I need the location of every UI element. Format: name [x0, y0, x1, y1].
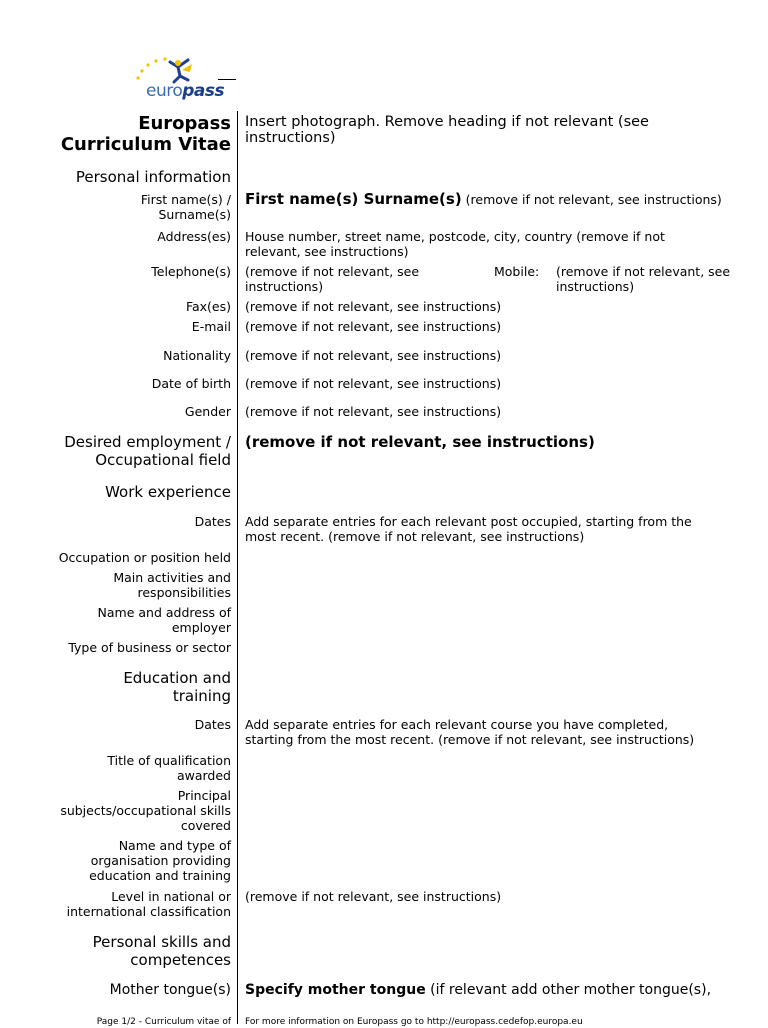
- desired-employment-heading: Desired employment / Occupational field: [64, 433, 231, 469]
- work-dates-value: Add separate entries for each relevant post occupied, starting from the most recent. (remove if not relevant, see instructions): [245, 514, 692, 544]
- mobile-label: Mobile:: [494, 264, 540, 279]
- footer-more-info: For more information on Europass go to http://europass.cedefop.europa.eu: [245, 1017, 583, 1027]
- logo-rule: [218, 79, 236, 80]
- employer-label: Name and address of employer: [97, 605, 231, 635]
- education-dates-label: Dates: [194, 717, 231, 732]
- personal-skills-heading: Personal skills and competences: [92, 933, 231, 969]
- qualification-label: Title of qualification awarded: [107, 753, 231, 783]
- name-label: First name(s) / Surname(s): [140, 192, 231, 222]
- nationality-value: (remove if not relevant, see instructions): [245, 348, 502, 363]
- organisation-label: Name and type of organisation providing education and training: [89, 838, 231, 883]
- mother-tongue-label: Mother tongue(s): [109, 982, 231, 998]
- photo-note: Insert photograph. Remove heading if not relevant (see instructions): [245, 114, 649, 146]
- business-sector-label: Type of business or sector: [68, 640, 231, 655]
- education-dates-value: Add separate entries for each relevant course you have completed, starting from the most recent. (remove if not relevant, see instructions): [245, 717, 695, 747]
- level-label: Level in national or international classification: [66, 889, 231, 919]
- column-divider: [237, 111, 238, 1024]
- fax-value: (remove if not relevant, see instructions): [245, 299, 502, 314]
- desired-employment-value: (remove if not relevant, see instructions): [245, 433, 595, 451]
- address-label: Address(es): [157, 229, 231, 244]
- date-of-birth-value: (remove if not relevant, see instructions): [245, 376, 502, 391]
- work-dates-label: Dates: [194, 514, 231, 529]
- name-value: First name(s) Surname(s) (remove if not relevant, see instructions): [245, 190, 722, 208]
- personal-information-heading: Personal information: [75, 168, 231, 186]
- level-value: (remove if not relevant, see instructions): [245, 889, 502, 904]
- email-value: (remove if not relevant, see instructions): [245, 319, 502, 334]
- europass-logo: [130, 52, 240, 108]
- date-of-birth-label: Date of birth: [151, 376, 231, 391]
- occupation-label: Occupation or position held: [58, 550, 231, 565]
- work-experience-heading: Work experience: [105, 483, 231, 501]
- nationality-label: Nationality: [163, 348, 231, 363]
- footer-page-info: Page 1/2 - Curriculum vitae of: [96, 1017, 231, 1027]
- cv-title: Europass Curriculum Vitae: [60, 113, 231, 155]
- mobile-value: (remove if not relevant, see instructions): [556, 264, 731, 294]
- mother-tongue-value: Specify mother tongue (if relevant add other mother tongue(s),: [245, 982, 712, 998]
- gender-label: Gender: [184, 404, 231, 419]
- telephone-label: Telephone(s): [151, 264, 231, 279]
- address-value: House number, street name, postcode, city, country (remove if not relevant, see instructions): [245, 229, 665, 259]
- fax-label: Fax(es): [185, 299, 231, 314]
- telephone-value: (remove if not relevant, see instructions): [245, 264, 420, 294]
- email-label: E-mail: [191, 319, 231, 334]
- logo-wordmark: europass: [146, 81, 225, 101]
- subjects-label: Principal subjects/occupational skills covered: [60, 788, 231, 833]
- gender-value: (remove if not relevant, see instructions): [245, 404, 502, 419]
- education-heading: Education and training: [123, 669, 231, 705]
- activities-label: Main activities and responsibilities: [113, 570, 231, 600]
